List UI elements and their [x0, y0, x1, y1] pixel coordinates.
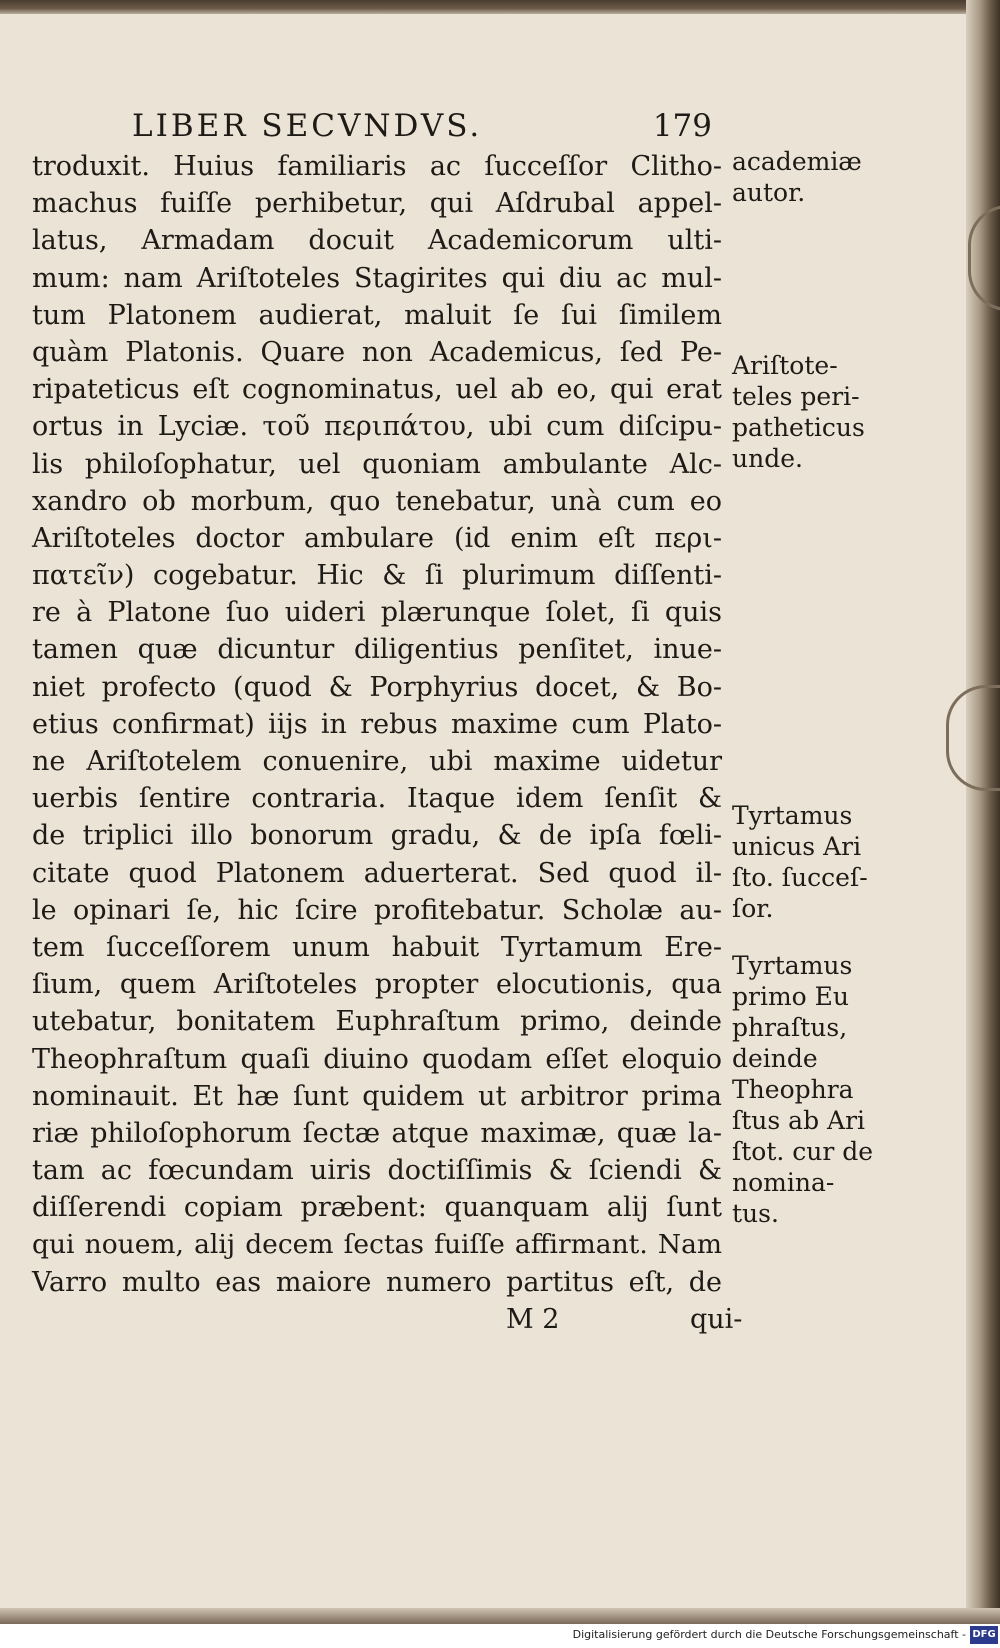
marginal-note [732, 350, 882, 474]
page-top-edge [0, 0, 1000, 14]
text-line: tem ſucceſſorem unum habuit Tyrtamum Ere- [32, 931, 722, 963]
text-line: lis philoſophatur, uel quoniam ambulante Alc- [32, 448, 722, 480]
funding-notice: Digitalisierung gefördert durch die Deutsche Forschungsgemeinschaft - [572, 1628, 966, 1641]
marginal-note-line: Theophra [732, 1075, 854, 1104]
page-header [132, 108, 712, 152]
text-line: ripateticus eſt cognominatus, uel ab eo, qui erat [32, 374, 722, 406]
main-text-column [32, 148, 743, 1338]
text-line: riæ philoſophorum ſectæ atque maximæ, quæ la- [32, 1117, 722, 1149]
text-line: etius confirmat) iijs in rebus maxime cum Plato- [32, 708, 722, 740]
text-line: nominauit. Et hæ ſunt quidem ut arbitror prima [32, 1080, 722, 1112]
marginal-note-line: patheticus [732, 413, 865, 442]
text-line: ortus in Lyciæ. τοῦ περιπάτου, ubi cum diſcipu- [32, 411, 722, 443]
marginal-note-line: ſto. ſucceſ- [732, 863, 868, 892]
text-line: tam ac fœcundam uiris doctiſſimis & ſciendi & [32, 1155, 722, 1187]
text-line: mum: nam Ariſtoteles Stagirites qui diu ac mul- [32, 262, 722, 294]
text-line: ſium, quem Ariſtoteles propter elocutionis, qua [32, 969, 722, 1001]
text-line: diſſerendi copiam præbent: quanquam alij ſunt [32, 1192, 722, 1224]
text-line: de triplici illo bonorum gradu, & de ipſa fœli- [32, 820, 722, 852]
marginal-note-line: ſor. [732, 894, 774, 923]
marginal-note-line: ſtot. cur de [732, 1137, 874, 1166]
text-line: qui nouem, alij decem ſectas fuiſſe affirmant. Nam [32, 1229, 722, 1261]
text-line: πατεῖν) cogebatur. Hic & ſi plurimum diſſenti- [32, 560, 722, 592]
marginal-note-line: ſtus ab Ari [732, 1106, 866, 1135]
text-line: xandro ob morbum, quo tenebatur, unà cum eo [32, 485, 722, 517]
text-line: Theophraſtum quaſi diuino quodam eſſet eloquio [32, 1043, 722, 1075]
marginal-note-line: phraſtus, [732, 1013, 848, 1042]
binding-clasp-lower [946, 685, 1000, 791]
catchword: qui- [690, 1303, 743, 1335]
running-head: LIBER SECVNDVS. [132, 108, 483, 144]
marginal-note-line: deinde [732, 1044, 818, 1073]
text-line: ne Ariſtotelem conuenire, ubi maxime uidetur [32, 746, 722, 777]
marginal-note-line: teles peri- [732, 382, 860, 411]
marginal-note-line: autor. [732, 178, 806, 207]
marginal-note-line: unde. [732, 444, 803, 473]
text-line: le opinari ſe, hic ſcire profitebatur. Scholæ au- [32, 894, 722, 926]
page-bottom-edge [0, 1608, 1000, 1624]
text-line: machus fuiſſe perhibetur, qui Aſdrubal appel- [32, 188, 722, 220]
marginal-note-line: tus. [732, 1199, 779, 1228]
marginal-note-line: nomina- [732, 1168, 835, 1197]
marginal-note-line: academiæ [732, 147, 862, 176]
text-line: latus, Armadam docuit Academicorum ulti- [32, 225, 722, 257]
marginal-note-line: Ariſtote- [732, 351, 838, 380]
marginal-note-line: unicus Ari [732, 832, 862, 861]
text-line: Ariſtoteles doctor ambulare (id enim eſt περι- [32, 522, 722, 554]
signature-mark: M 2 [506, 1303, 560, 1335]
marginal-note [732, 800, 882, 924]
marginal-note [732, 146, 882, 208]
text-line: niet profecto (quod & Porphyrius docet, & Bo- [32, 671, 722, 703]
text-line: troduxit. Huius familiaris ac ſucceſſor Clitho- [32, 151, 722, 182]
dfg-logo: DFG [970, 1626, 998, 1644]
text-line: Varro multo eas maiore numero partitus eſt, de [32, 1266, 722, 1298]
marginal-note-line: primo Eu [732, 982, 850, 1011]
page-number: 179 [652, 108, 712, 144]
signature-line [32, 1301, 743, 1338]
text-line: utebatur, bonitatem Euphraſtum primo, deinde [32, 1006, 722, 1038]
text-line: tamen quæ dicuntur diligentius penſitet, inue- [32, 634, 722, 666]
marginal-note-line: Tyrtamus [732, 801, 853, 830]
marginal-note [732, 950, 882, 1229]
text-line: uerbis ſentire contraria. Itaque idem ſenſit & [32, 783, 722, 815]
text-line: citate quod Platonem aduerterat. Sed quod il- [32, 857, 722, 889]
text-line: quàm Platonis. Quare non Academicus, ſed Pe- [32, 336, 722, 368]
marginal-note-line: Tyrtamus [732, 951, 853, 980]
text-line: re à Platone ſuo uideri plærunque ſolet, ſi quis [32, 597, 722, 629]
text-line: tum Platonem audierat, maluit ſe ſui ſimilem [32, 299, 722, 331]
